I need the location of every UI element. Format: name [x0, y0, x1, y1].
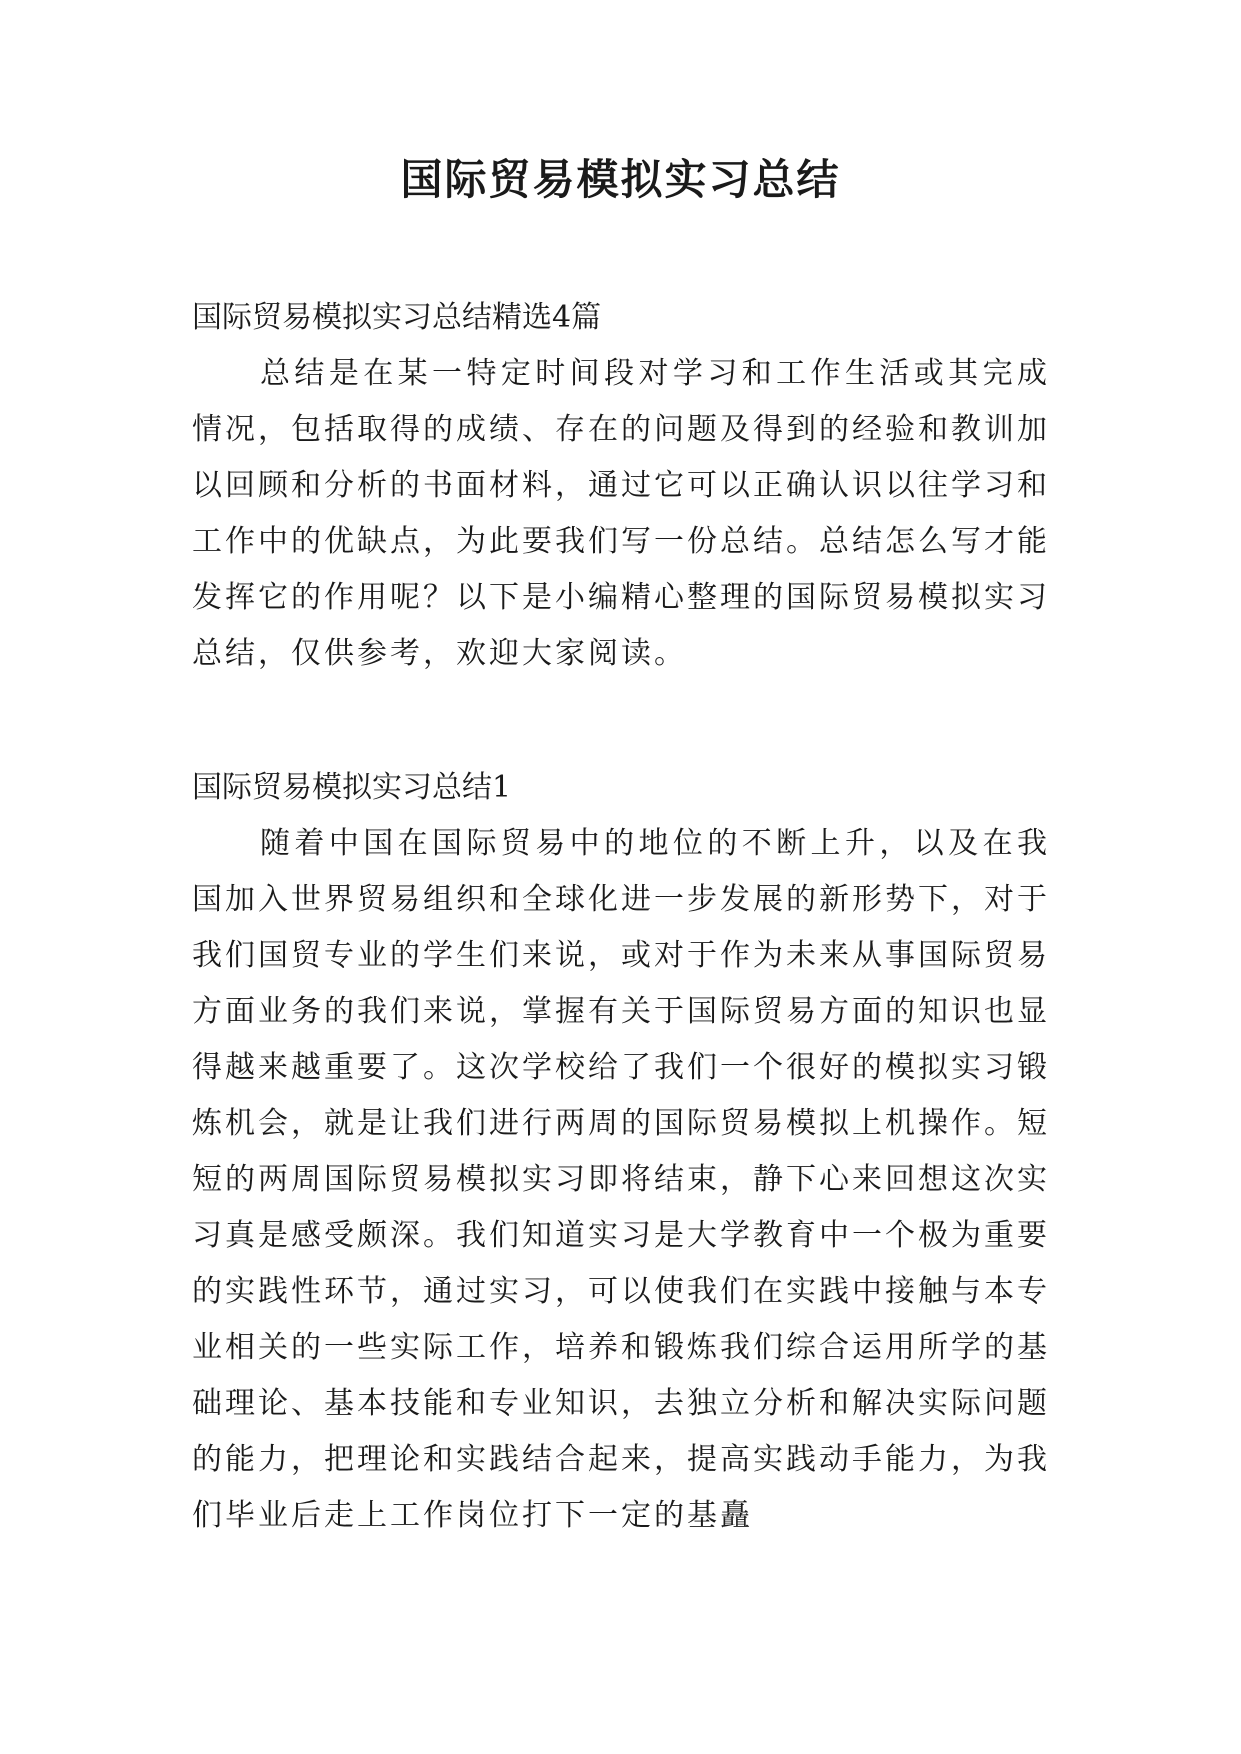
intro-paragraph: 总结是在某一特定时间段对学习和工作生活或其完成情况，包括取得的成绩、存在的问题及得到的经验和教训加以回顾和分析的书面材料，通过它可以正确认识以往学习和工作中的优缺点，为此要我们写一份总结。总结怎么写才能发挥它的作用呢？以下是小编精心整理的国际贸易模拟实习总结，仅供参考，欢迎大家阅读。: [192, 356, 1050, 671]
section-heading: 国际贸易模拟实习总结1: [192, 770, 512, 805]
document-title: 国际贸易模拟实习总结: [400, 155, 841, 204]
document-subtitle: 国际贸易模拟实习总结精选4篇: [192, 300, 602, 335]
section-body-paragraph: 随着中国在国际贸易中的地位的不断上升，以及在我国加入世界贸易组织和全球化进一步发展的新形势下，对于我们国贸专业的学生们来说，或对于作为未来从事国际贸易方面业务的我们来说，掌握有关于国际贸易方面的知识也显得越来越重要了。这次学校给了我们一个很好的模拟实习锻炼机会，就是让我们进行两周的国际贸易模拟上机操作。短短的两周国际贸易模拟实习即将结束，静下心来回想这次实习真是感受颇深。我们知道实习是大学教育中一个极为重要的实践性环节，通过实习，可以使我们在实践中接触与本专业相关的一些实际工作，培养和锻炼我们综合运用所学的基础理论、基本技能和专业知识，去独立分析和解决实际问题的能力，把理论和实践结合起来，提高实践动手能力，为我们毕业后走上工作岗位打下一定的基矗: [192, 826, 1050, 1533]
